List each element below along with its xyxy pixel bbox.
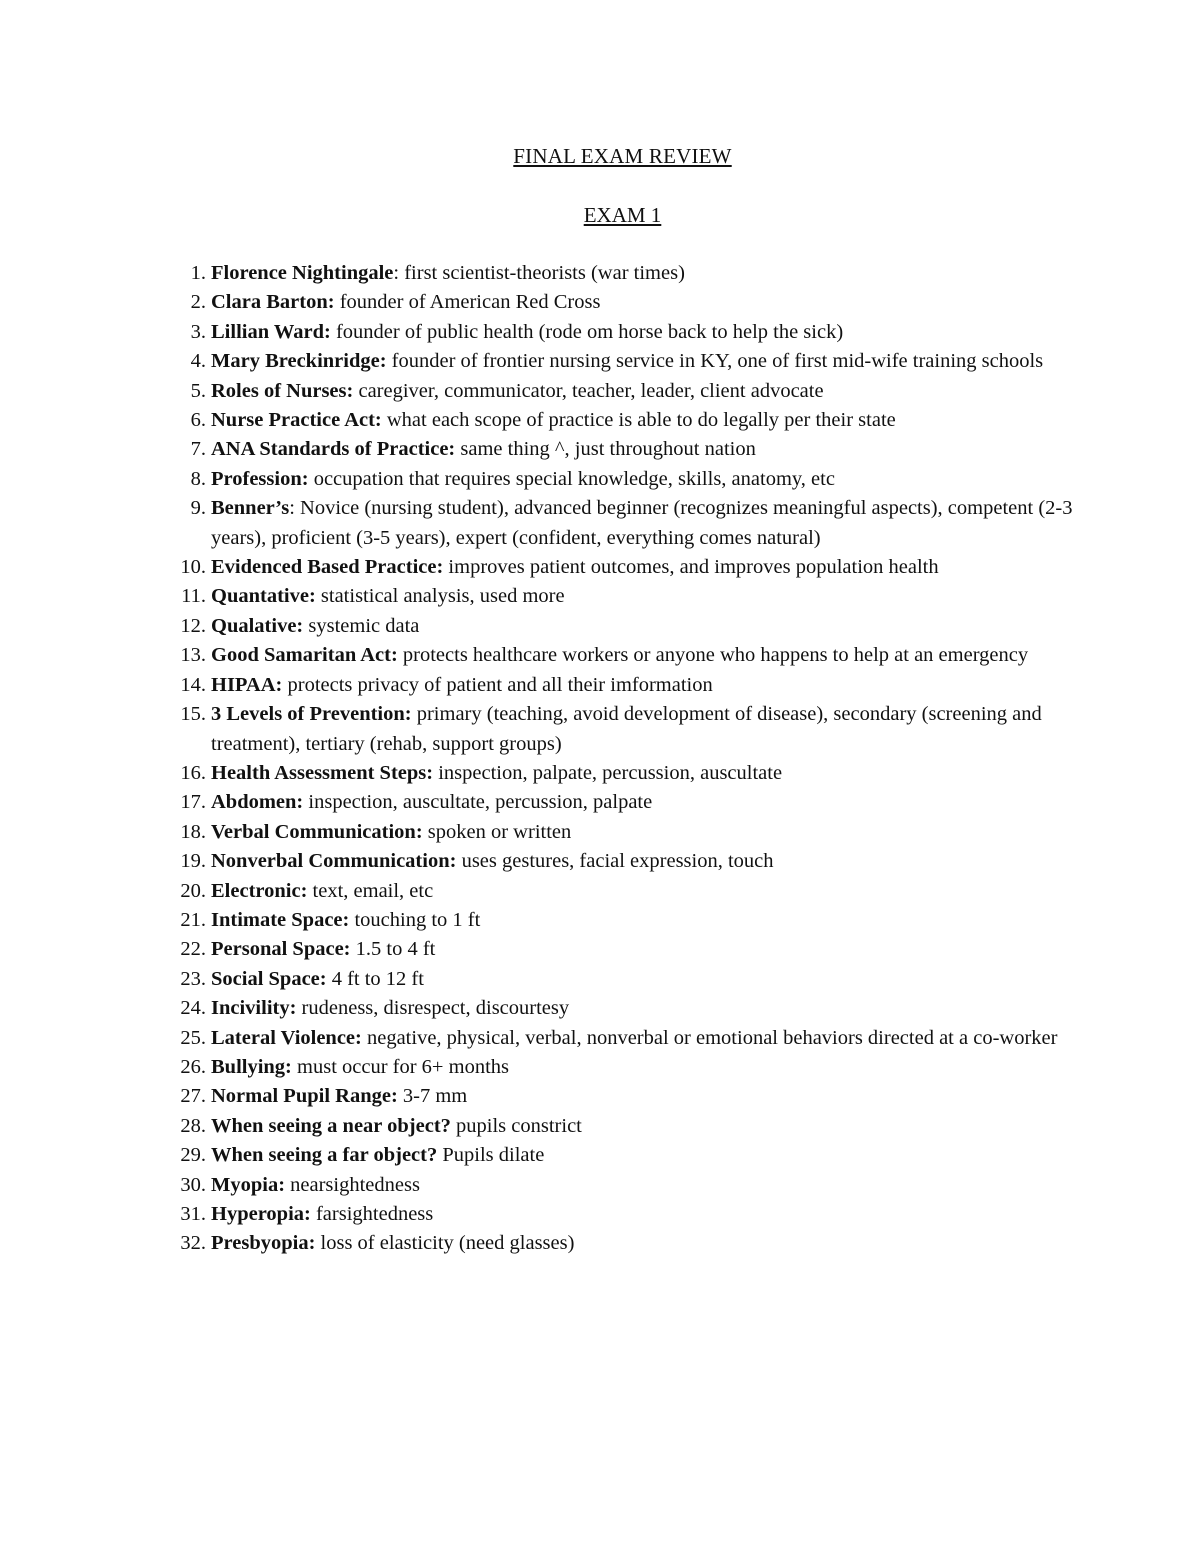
item-definition: first scientist-theorists (war times): [399, 262, 685, 284]
item-definition: farsightedness: [310, 1203, 434, 1225]
list-item: [0, 259, 1200, 288]
item-definition: 1.5 to 4 ft: [350, 938, 436, 961]
item-number: 15.: [180, 703, 206, 726]
item-number: 20.: [180, 879, 206, 902]
item-term: Evidenced Based Practice:: [211, 556, 444, 579]
item-term: Social Space:: [211, 967, 327, 990]
item-number: 11.: [181, 585, 206, 608]
item-term: Verbal Communication:: [211, 820, 423, 843]
item-term: 3 Levels of Prevention:: [211, 703, 412, 726]
item-number: 14.: [180, 673, 206, 696]
list-item: [0, 1229, 1200, 1258]
item-definition: protects privacy of patient and all their imformation: [282, 673, 713, 696]
document-title: FINAL EXAM REVIEW: [513, 144, 732, 168]
list-item: [0, 1082, 1200, 1111]
item-definition: spoken or written: [422, 820, 572, 843]
item-term: When seeing a near object?: [211, 1114, 451, 1137]
item-number: 1.: [190, 262, 206, 284]
item-definition: caregiver, communicator, teacher, leader, client advocate: [353, 379, 824, 402]
item-term: Incivility:: [211, 997, 297, 1020]
item-term: Mary Breckinridge:: [211, 350, 387, 373]
list-item: [0, 788, 1200, 817]
review-list: [0, 259, 1200, 1259]
item-definition: touching to 1 ft: [349, 908, 481, 931]
item-definition: 3-7 mm: [397, 1085, 468, 1108]
item-definition: founder of public health (rode om horse back to help the sick): [330, 320, 844, 343]
item-definition: must occur for 6+ months: [291, 1055, 509, 1078]
item-number: 17.: [180, 791, 206, 814]
item-term: Qualative:: [211, 614, 304, 637]
item-number: 32.: [180, 1232, 206, 1255]
list-item: [0, 906, 1200, 935]
item-term: Health Assessment Steps:: [211, 761, 434, 784]
item-number: 18.: [180, 820, 206, 843]
list-item: [0, 582, 1200, 611]
item-definition: occupation that requires special knowledge, skills, anatomy, etc: [308, 467, 835, 490]
item-term: Bullying:: [211, 1055, 292, 1078]
list-item: [0, 1053, 1200, 1082]
list-item: [0, 347, 1200, 376]
list-item: [0, 994, 1200, 1023]
item-separator: :: [289, 497, 295, 520]
item-definition: statistical analysis, used more: [315, 585, 565, 608]
section-title: EXAM 1: [583, 203, 662, 227]
item-number: 21.: [180, 908, 206, 931]
item-definition: inspection, auscultate, percussion, palpate: [303, 791, 653, 814]
item-term: Quantative:: [211, 585, 316, 608]
item-number: 26.: [180, 1055, 206, 1078]
item-term: Normal Pupil Range:: [211, 1085, 398, 1108]
item-definition: inspection, palpate, percussion, auscultate: [433, 761, 783, 784]
item-term: Personal Space:: [211, 938, 351, 961]
list-item: [0, 818, 1200, 847]
list-item: [0, 1024, 1200, 1053]
item-definition: founder of frontier nursing service in KY, one of first mid-wife training schools: [386, 350, 1044, 373]
item-separator: :: [393, 262, 400, 284]
item-term: Benner’s: [211, 497, 290, 520]
item-definition: nearsightedness: [285, 1173, 420, 1196]
item-definition: founder of American Red Cross: [334, 291, 601, 314]
item-definition: protects healthcare workers or anyone who happens to help at an emergency: [397, 644, 1029, 667]
list-item: [0, 1200, 1200, 1229]
list-item: [0, 288, 1200, 317]
item-definition: rudeness, disrespect, discourtesy: [296, 997, 570, 1020]
list-item: [0, 435, 1200, 464]
item-number: 8.: [190, 467, 206, 490]
item-term: Intimate Space:: [211, 908, 350, 931]
item-term: Presbyopia:: [211, 1232, 316, 1255]
list-item: [0, 935, 1200, 964]
item-number: 7.: [190, 438, 206, 461]
list-item: [0, 1112, 1200, 1141]
item-definition: Pupils dilate: [437, 1144, 545, 1167]
item-number: 25.: [180, 1026, 206, 1049]
item-definition: loss of elasticity (need glasses): [315, 1232, 575, 1255]
item-number: 12.: [180, 614, 206, 637]
item-definition: negative, physical, verbal, nonverbal or emotional behaviors directed at a co-worker: [361, 1026, 1058, 1049]
list-item: [0, 612, 1200, 641]
item-number: 23.: [180, 967, 206, 990]
item-term: Hyperopia:: [211, 1203, 311, 1225]
item-number: 16.: [180, 761, 206, 784]
item-term: Abdomen:: [211, 791, 304, 814]
item-term: Good Samaritan Act:: [211, 644, 398, 667]
item-term: Roles of Nurses:: [211, 379, 354, 402]
item-term: ANA Standards of Practice:: [211, 438, 456, 461]
list-item: [0, 1171, 1200, 1200]
item-number: 2.: [190, 291, 206, 314]
list-item: [0, 1141, 1200, 1170]
list-item: [0, 494, 1200, 553]
item-number: 22.: [180, 938, 206, 961]
item-number: 28.: [180, 1114, 206, 1137]
item-number: 27.: [180, 1085, 206, 1108]
item-definition: systemic data: [303, 614, 420, 637]
item-number: 24.: [180, 997, 206, 1020]
list-item: [0, 318, 1200, 347]
item-number: 13.: [180, 644, 206, 667]
list-item: [0, 377, 1200, 406]
list-item: [0, 877, 1200, 906]
item-term: Profession:: [211, 467, 309, 490]
item-definition: uses gestures, facial expression, touch: [456, 850, 774, 873]
item-number: 4.: [190, 350, 206, 373]
item-term: Nurse Practice Act:: [211, 409, 382, 432]
item-definition: pupils constrict: [450, 1114, 582, 1137]
list-item: [0, 847, 1200, 876]
item-number: 30.: [180, 1173, 206, 1196]
item-term: Lateral Violence:: [211, 1026, 362, 1049]
item-definition: text, email, etc: [307, 879, 434, 902]
item-term: Electronic:: [211, 879, 308, 902]
item-number: 10.: [180, 556, 206, 579]
item-definition: primary (teaching, avoid development of disease), secondary (screening and treatment), tertiary (rehab, support groups): [211, 703, 1042, 755]
item-number: 9.: [190, 497, 206, 520]
item-definition: what each scope of practice is able to do legally per their state: [381, 409, 896, 432]
item-definition: same thing ^, just throughout nation: [455, 438, 756, 461]
item-definition: Novice (nursing student), advanced beginner (recognizes meaningful aspects), competent (2-3 years), proficient (3-5 years), expert (confident, everything comes natural): [211, 497, 1073, 549]
list-item: [0, 406, 1200, 435]
item-term: Nonverbal Communication:: [211, 850, 457, 873]
list-item: [0, 671, 1200, 700]
item-term: When seeing a far object?: [211, 1144, 438, 1167]
list-item: [0, 965, 1200, 994]
list-item: [0, 553, 1200, 582]
item-number: 19.: [180, 850, 206, 873]
item-number: 31.: [180, 1203, 206, 1225]
item-term: Myopia:: [211, 1173, 286, 1196]
list-item: [0, 465, 1200, 494]
list-item: [0, 759, 1200, 788]
item-number: 3.: [190, 320, 206, 343]
list-item: [0, 641, 1200, 670]
item-number: 5.: [190, 379, 206, 402]
item-definition: improves patient outcomes, and improves population health: [443, 556, 939, 579]
item-term: HIPAA:: [211, 673, 283, 696]
item-number: 6.: [190, 409, 206, 432]
item-term: Clara Barton:: [211, 291, 335, 314]
item-number: 29.: [180, 1144, 206, 1167]
item-term: Florence Nightingale: [211, 262, 394, 284]
item-definition: 4 ft to 12 ft: [326, 967, 424, 990]
item-term: Lillian Ward:: [211, 320, 331, 343]
list-item: [0, 700, 1200, 759]
